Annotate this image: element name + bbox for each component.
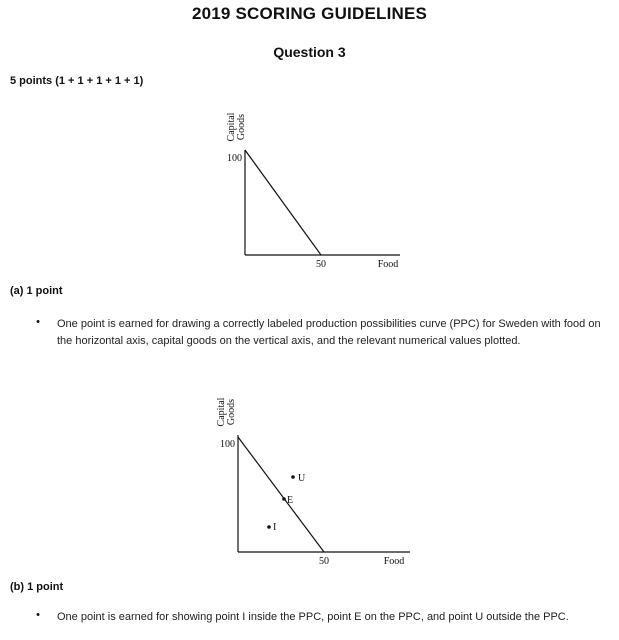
part-b-bullet: • [36, 609, 40, 621]
graph2-y-intercept-label: 100 [220, 439, 235, 450]
graph1-x-intercept-label: 50 [316, 259, 326, 270]
part-b-label: (b) 1 point [10, 581, 64, 593]
graph2-y-label-capital: Capital [216, 397, 227, 427]
point-u-label: U [298, 473, 306, 484]
part-a-bullet: • [36, 316, 40, 328]
graph2-y-label-goods: Goods [226, 398, 237, 426]
point-i-label: I [273, 522, 277, 533]
page-title: 2019 SCORING GUIDELINES [191, 4, 428, 23]
part-a-text: One point is earned for drawing a correctly labeled production possibilities curve (PPC) for Sweden with food on the horizontal axis, capital goods on the vertical axis, and the relevant numerical values plotted. [57, 318, 601, 347]
point-e-dot [282, 497, 286, 501]
graph1-y-label-capital: Capital [226, 112, 237, 142]
graph1-x-label: Food [377, 259, 399, 270]
ppc-graph-2 [200, 380, 420, 570]
part-b-text: One point is earned for showing point I inside the PPC, point E on the PPC, and point U outside the PPC. [57, 611, 569, 623]
graph2-x-label: Food [383, 556, 405, 567]
question-title: Question 3 [273, 44, 346, 60]
part-a-label: (a) 1 point [10, 285, 63, 297]
point-e-label: E [287, 495, 294, 506]
points-total: 5 points (1 + 1 + 1 + 1 + 1) [10, 75, 144, 87]
graph2-x-intercept-label: 50 [319, 556, 329, 567]
graph2-ppc-line [238, 437, 324, 552]
graph1-y-label-goods: Goods [236, 113, 247, 141]
ppc-graph-1 [210, 95, 410, 275]
point-u-dot [291, 475, 295, 479]
graph1-ppc-line [245, 150, 321, 255]
point-i-dot [267, 525, 271, 529]
graph1-y-intercept-label: 100 [227, 153, 242, 164]
